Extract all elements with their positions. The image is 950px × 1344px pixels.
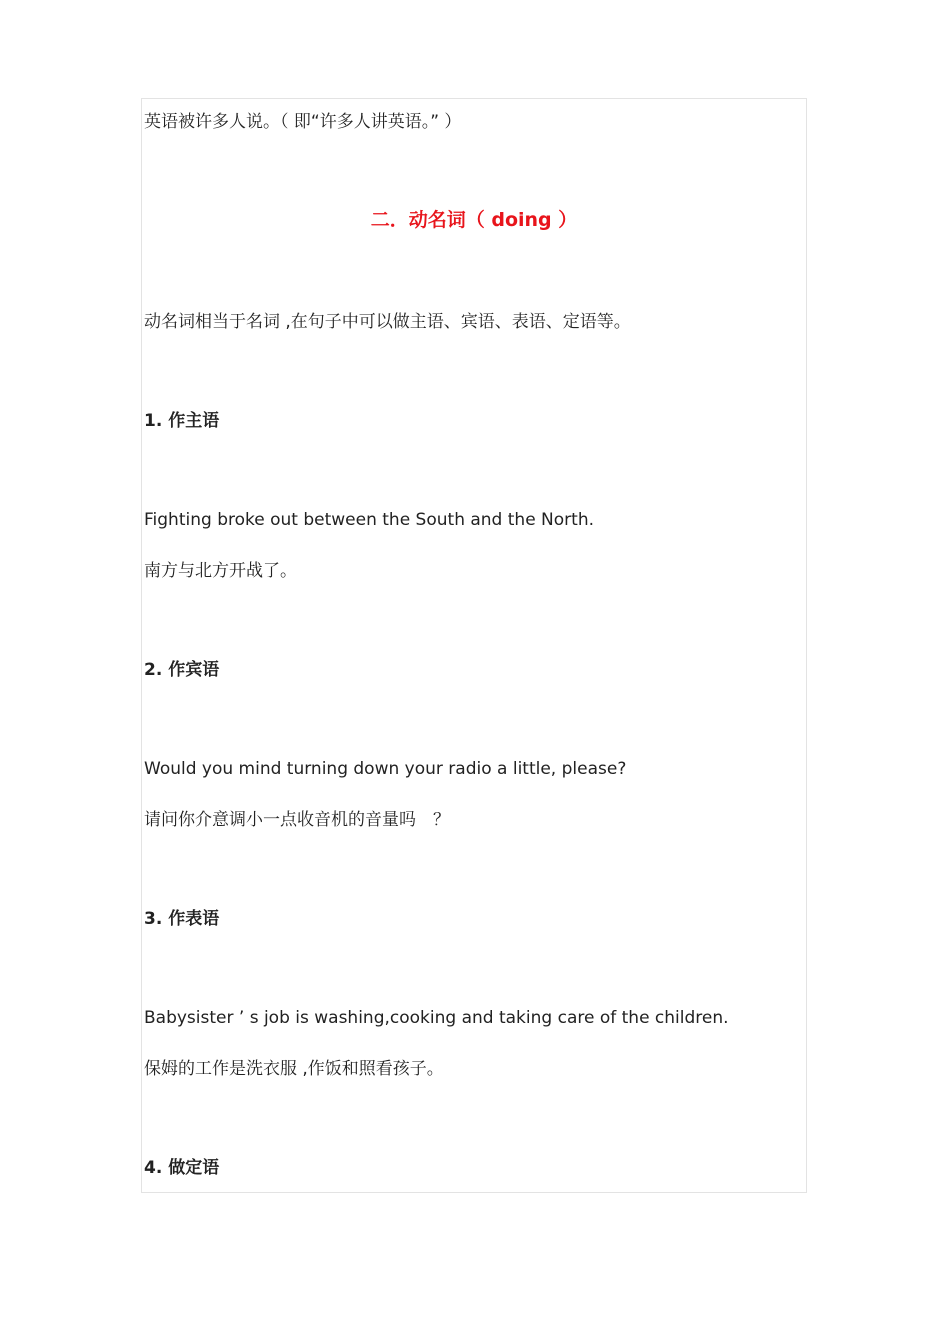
item-heading-object: 2. 作宾语: [144, 660, 220, 680]
intro-line: 英语被许多人说。（ 即“许多人讲英语。” ）: [144, 112, 462, 132]
example-english-object: Would you mind turning down your radio a little, please?: [144, 759, 627, 779]
item-heading-predicative: 3. 作表语: [144, 909, 220, 929]
section-title: 二．动名词（ doing ）: [370, 209, 578, 231]
item-heading-attributive: 4. 做定语: [144, 1158, 220, 1178]
example-english-subject: Fighting broke out between the South and the North.: [144, 510, 595, 530]
example-english-predicative: Babysister ’ s job is washing,cooking and taking care of the children.: [144, 1008, 729, 1028]
example-chinese-object: 请问你介意调小一点收音机的音量吗 ？: [144, 810, 450, 830]
item-heading-subject: 1. 作主语: [144, 411, 220, 431]
section-intro: 动名词相当于名词 ,在句子中可以做主语、宾语、表语、定语等。: [144, 312, 631, 332]
example-chinese-predicative: 保姆的工作是洗衣服 ,作饭和照看孩子。: [144, 1059, 444, 1079]
example-chinese-subject: 南方与北方开战了。: [144, 561, 297, 581]
